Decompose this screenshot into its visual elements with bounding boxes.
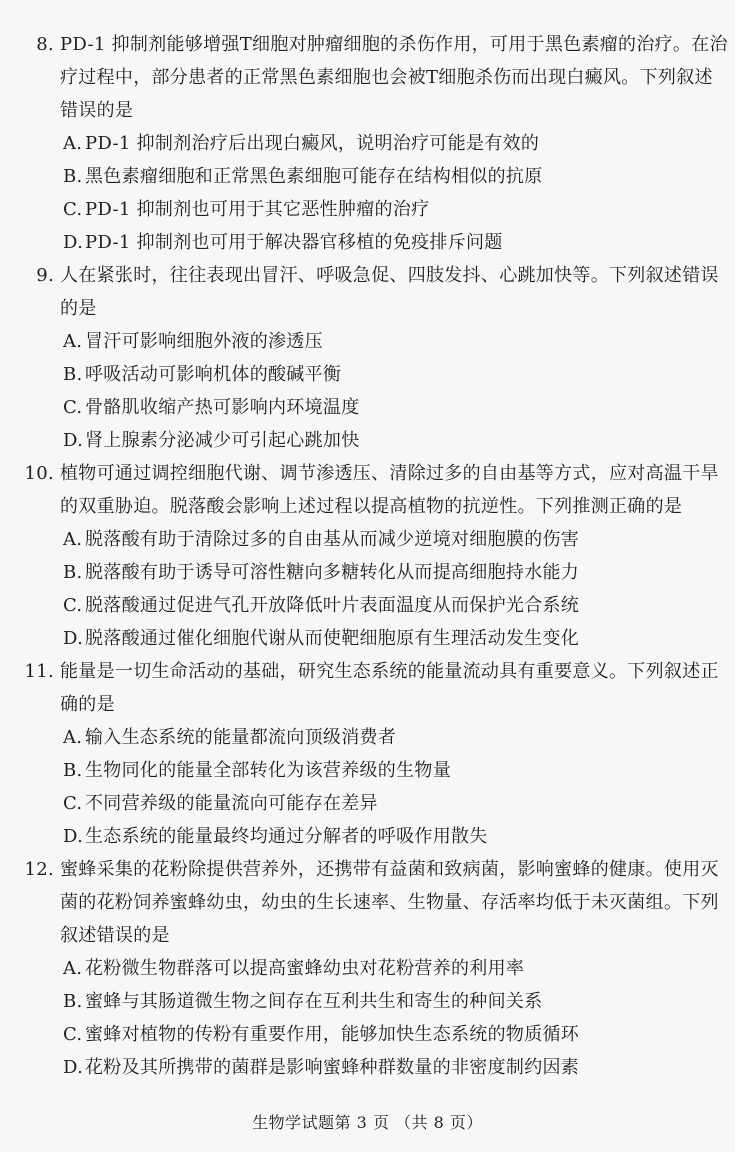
option-letter: A. bbox=[63, 529, 83, 550]
question-10-option-b bbox=[63, 562, 579, 584]
question-number: 12. bbox=[24, 859, 54, 880]
option-text: 不同营养级的能量流向可能存在差异 bbox=[85, 793, 378, 814]
question-8-stem-line-2: 疗过程中，部分患者的正常黑色素细胞也会被T细胞杀伤而出现白癜风。下列叙述 bbox=[60, 67, 713, 88]
option-text: 骨骼肌收缩产热可影响内环境温度 bbox=[85, 397, 360, 418]
option-text: 脱落酸有助于清除过多的自由基从而减少逆境对细胞膜的伤害 bbox=[85, 529, 580, 550]
option-text: 花粉及其所携带的菌群是影响蜜蜂种群数量的非密度制约因素 bbox=[85, 1057, 580, 1078]
option-text: 输入生态系统的能量都流向顶级消费者 bbox=[85, 727, 397, 748]
option-letter: B. bbox=[63, 364, 83, 385]
option-text: 蜜蜂对植物的传粉有重要作用，能够加快生态系统的物质循环 bbox=[85, 1024, 580, 1045]
question-9-option-a bbox=[63, 331, 323, 353]
option-letter: C. bbox=[63, 1024, 83, 1045]
option-text: 脱落酸有助于诱导可溶性糖向多糖转化从而提高细胞持水能力 bbox=[85, 562, 580, 583]
option-text: 脱落酸通过催化细胞代谢从而使靶细胞原有生理活动发生变化 bbox=[85, 628, 580, 649]
question-8-option-a bbox=[63, 133, 539, 155]
option-text: PD-1 抑制剂也可用于解决器官移植的免疫排斥问题 bbox=[85, 232, 503, 253]
question-12-stem-line-3: 叙述错误的是 bbox=[60, 925, 170, 946]
option-text: 黑色素瘤细胞和正常黑色素细胞可能存在结构相似的抗原 bbox=[85, 166, 543, 187]
option-text: PD-1 抑制剂治疗后出现白癜风，说明治疗可能是有效的 bbox=[85, 133, 540, 154]
question-10-stem-line-2: 的双重胁迫。脱落酸会影响上述过程以提高植物的抗逆性。下列推测正确的是 bbox=[60, 496, 683, 517]
option-letter: C. bbox=[63, 397, 83, 418]
question-10-option-a bbox=[63, 529, 579, 551]
question-12-stem-line-1 bbox=[6, 859, 719, 881]
question-8-option-c bbox=[63, 199, 429, 221]
option-letter: A. bbox=[63, 727, 83, 748]
option-letter: C. bbox=[63, 793, 83, 814]
option-letter: A. bbox=[63, 331, 83, 352]
option-letter: A. bbox=[63, 958, 83, 979]
question-number: 10. bbox=[24, 463, 54, 484]
option-letter: B. bbox=[63, 166, 83, 187]
question-8-option-d bbox=[63, 232, 503, 254]
question-number: 11. bbox=[24, 661, 54, 682]
question-9-option-d bbox=[63, 430, 360, 452]
question-12-option-c bbox=[63, 1024, 579, 1046]
question-11-stem-line-2: 确的是 bbox=[60, 694, 115, 715]
option-letter: B. bbox=[63, 991, 83, 1012]
question-12-option-a bbox=[63, 958, 524, 980]
question-12-stem-line-2: 菌的花粉饲养蜜蜂幼虫，幼虫的生长速率、生物量、存活率均低于未灭菌组。下列 bbox=[60, 892, 719, 913]
stem-text: 蜜蜂采集的花粉除提供营养外，还携带有益菌和致病菌，影响蜜蜂的健康。使用灭 bbox=[60, 859, 719, 880]
question-8-option-b bbox=[63, 166, 543, 188]
option-text: 生态系统的能量最终均通过分解者的呼吸作用散失 bbox=[85, 826, 488, 847]
question-12-option-d bbox=[63, 1057, 579, 1079]
option-text: 脱落酸通过促进气孔开放降低叶片表面温度从而保护光合系统 bbox=[85, 595, 580, 616]
option-letter: D. bbox=[63, 628, 84, 649]
stem-text: 植物可通过调控细胞代谢、调节渗透压、清除过多的自由基等方式，应对高温干旱 bbox=[60, 463, 719, 484]
question-11-stem-line-1 bbox=[6, 661, 719, 683]
question-11-option-a bbox=[63, 727, 396, 749]
question-number: 8. bbox=[36, 34, 54, 55]
stem-text: PD-1 抑制剂能够增强T细胞对肿瘤细胞的杀伤作用，可用于黑色素瘤的治疗。在治 bbox=[60, 34, 728, 55]
option-letter: D. bbox=[63, 1057, 84, 1078]
option-letter: B. bbox=[63, 562, 83, 583]
option-letter: C. bbox=[63, 199, 83, 220]
question-11-option-d bbox=[63, 826, 488, 848]
option-text: PD-1 抑制剂也可用于其它恶性肿瘤的治疗 bbox=[85, 199, 430, 220]
question-number: 9. bbox=[36, 265, 54, 286]
question-10-option-c bbox=[63, 595, 579, 617]
question-11-option-c bbox=[63, 793, 378, 815]
option-letter: D. bbox=[63, 430, 84, 451]
question-9-stem-line-2: 的是 bbox=[60, 298, 97, 319]
question-11-option-b bbox=[63, 760, 451, 782]
option-text: 生物同化的能量全部转化为该营养级的生物量 bbox=[85, 760, 451, 781]
option-text: 蜜蜂与其肠道微生物之间存在互利共生和寄生的种间关系 bbox=[85, 991, 543, 1012]
option-letter: C. bbox=[63, 595, 83, 616]
stem-text: 人在紧张时，往往表现出冒汗、呼吸急促、四肢发抖、心跳加快等。下列叙述错误 bbox=[60, 265, 719, 286]
option-text: 肾上腺素分泌减少可引起心跳加快 bbox=[85, 430, 360, 451]
option-letter: A. bbox=[63, 133, 83, 154]
question-8-stem-line-3: 错误的是 bbox=[60, 100, 134, 121]
question-10-option-d bbox=[63, 628, 579, 650]
question-9-option-c bbox=[63, 397, 360, 419]
option-text: 冒汗可影响细胞外液的渗透压 bbox=[85, 331, 323, 352]
option-text: 花粉微生物群落可以提高蜜蜂幼虫对花粉营养的利用率 bbox=[85, 958, 525, 979]
stem-text: 能量是一切生命活动的基础，研究生态系统的能量流动具有重要意义。下列叙述正 bbox=[60, 661, 719, 682]
question-10-stem-line-1 bbox=[6, 463, 719, 485]
question-8-stem-line-1 bbox=[12, 34, 728, 56]
option-letter: D. bbox=[63, 826, 84, 847]
question-9-option-b bbox=[63, 364, 341, 386]
page-footer: 生物学试题第 3 页 （共 8 页） bbox=[252, 1113, 483, 1132]
option-letter: D. bbox=[63, 232, 84, 253]
option-text: 呼吸活动可影响机体的酸碱平衡 bbox=[85, 364, 342, 385]
question-12-option-b bbox=[63, 991, 543, 1013]
option-letter: B. bbox=[63, 760, 83, 781]
question-9-stem-line-1 bbox=[12, 265, 719, 287]
